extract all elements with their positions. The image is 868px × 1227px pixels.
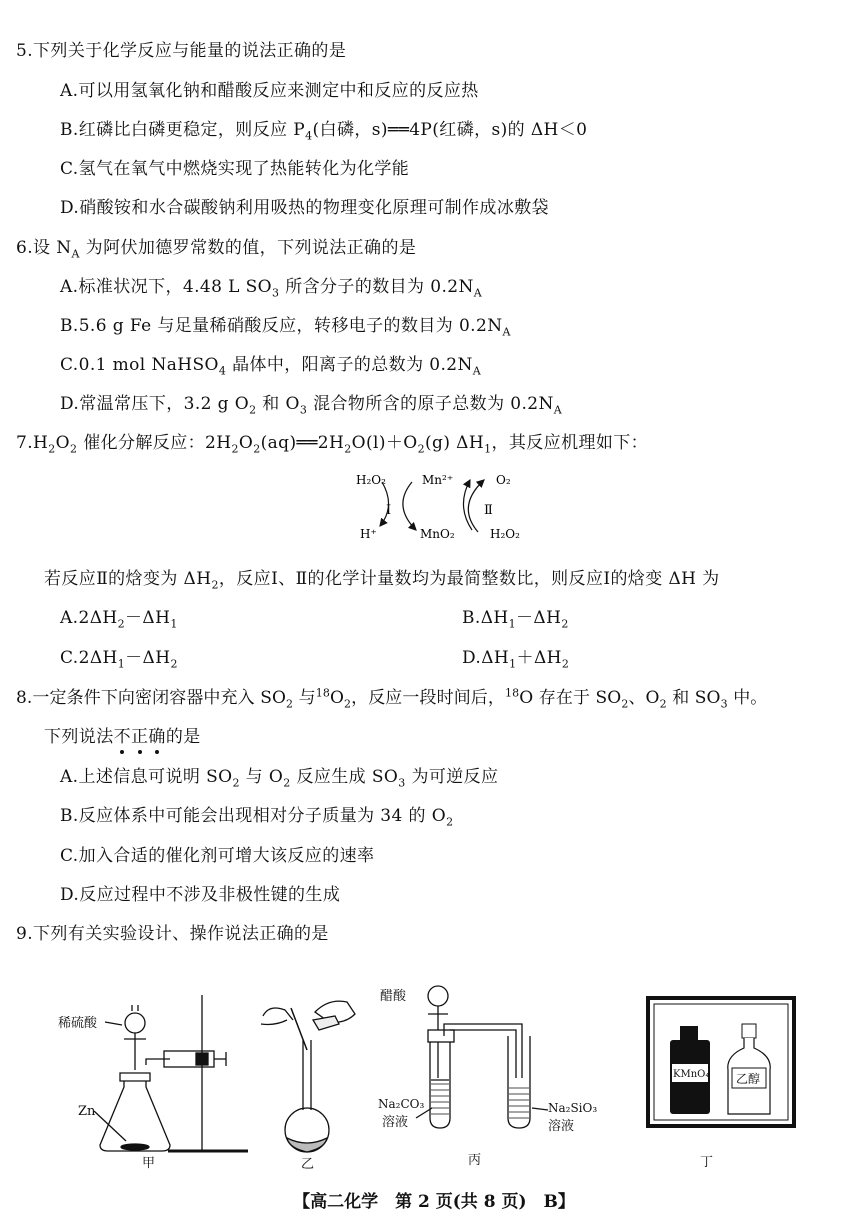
q8-a-t3: 反应生成 SO [290,767,399,787]
emphasis-char: 正 [131,722,148,747]
q8-t3: O [329,688,344,708]
q6-a-t1: A.标准状况下，4.48 L SO [60,277,273,297]
ding-cabinet [648,998,794,1126]
emphasis-char: 不 [114,722,131,747]
q7-b-s1: 1 [508,617,517,631]
kmno4-bottle-cap [680,1026,698,1040]
mech-o2: O₂ [496,473,511,487]
q7-s6: 2 [417,442,425,456]
q8-s1: 2 [286,697,294,711]
bing-acid-label: 醋酸 [380,989,407,1004]
q8-sup2: 18 [505,686,520,700]
q7-t2: O [55,433,70,453]
q7-cond-t2: ，反应Ⅰ、Ⅱ的化学计量数均为最简整数比，则反应Ⅰ的焓变 ΔH 为 [218,569,720,589]
q7-cond-t1: 若反应Ⅱ的焓变为 ΔH [44,569,212,589]
q8-a-t1: A.上述信息可说明 SO [60,767,233,787]
q5-b-text2: (白磷，s)══4P(红磷，s)的 ΔH＜0 [312,120,588,140]
test-tube-left-icon [430,1042,450,1128]
conical-flask-icon [100,1073,170,1151]
glass-rod [291,1008,307,1050]
q8-option-b [60,801,453,828]
q7-option-a [60,603,178,630]
q7-s2: 2 [70,442,78,456]
q6-option-c [60,350,481,377]
q6-b-t1: B.5.6 g Fe 与足量稀硝酸反应，转移电子的数目为 0.2N [60,316,503,336]
q7-d-s1: 1 [509,657,517,671]
q6-c-t2: 晶体中，阳离子的总数为 0.2N [226,355,473,375]
q8-s3: 2 [621,697,629,711]
q7-s3: 2 [231,442,239,456]
bing-stopper-left [428,1030,454,1042]
q8-sup1: 18 [315,686,330,700]
q7-condition [44,564,720,591]
mech-mno2: MnO₂ [420,527,455,541]
bing-right-label-2: 溶液 [548,1119,575,1134]
hand-left-lower [261,1020,287,1025]
q8-s4: 2 [659,697,667,711]
q8-t8: 中。 [727,688,768,708]
q8-stem-line2 [44,722,201,747]
figure-bing [372,968,622,1170]
q9-stem: 9.下列有关实验设计、操作说法正确的是 [16,924,329,944]
q7-a-s1: 2 [117,617,126,631]
test-tube-right-icon [508,1036,530,1128]
q6-d-t1: D.常温常压下，3.2 g O [60,394,250,414]
flask-liquid [287,1138,327,1152]
q7-a-t1: A.2ΔH [60,608,118,628]
q8-t2: 与 [293,688,316,708]
mech-label-1: Ⅰ [386,503,392,518]
q6-d-t3: 混合物所含的原子总数为 0.2N [307,394,554,414]
beaker-tilted-icon [313,1016,339,1030]
emphasis-char: 确 [148,722,165,747]
bing-caption: 丙 [468,1153,482,1168]
q7-s7: 1 [484,442,492,456]
q8-option-d: D.反应过程中不涉及非极性键的生成 [60,885,341,905]
q8-a-s2: 2 [283,776,291,790]
q7-s5: 2 [344,442,352,456]
q8-emphasis-dotted [114,727,166,747]
q8-t5: O 存在于 SO [519,688,622,708]
ethanol-bottle-cap [742,1024,756,1038]
page-footer: 【高二化学 第 2 页(共 8 页) B】 [293,1192,575,1212]
q8-t1: 8.一定条件下向密闭容器中充入 SO [16,688,287,708]
q7-option-c [60,643,178,670]
q7-t8: ，其反应机理如下： [491,433,649,453]
q7-c-t2: －ΔH [125,648,171,668]
q6-d-s3: A [553,403,563,417]
q7-t1: 7.H [16,433,49,453]
q7-t4: O [238,433,254,453]
q8-b-t1: B.反应体系中可能会出现相对分子质量为 34 的 O [60,806,447,826]
q6-stem [16,233,416,260]
q5-option-d: D.硝酸铵和水合碳酸钠利用吸热的物理变化原理可制作成冰敷袋 [60,198,550,218]
q7-b-t2: －ΔH [516,608,562,628]
q7-c-s1: 1 [117,657,126,671]
q8-emphasis-text [114,727,166,747]
hand-left-icon [263,1008,293,1020]
q7-s1: 2 [48,442,56,456]
q5-b-text1: B.红磷比白磷更稳定，则反应 P [60,120,306,140]
q8-option-c: C.加入合适的催化剂可增大该反应的速率 [60,846,375,866]
q5-b-sub: 4 [305,129,313,143]
flask-stopper [120,1073,150,1081]
q6-a-s2: A [473,286,483,300]
bing-left-label-1: Na₂CO₃ [378,1097,425,1111]
figure-ding [640,990,810,1170]
q7-option-d [462,643,569,670]
q8-l2-a: 下列说法 [44,727,114,747]
q7-cond-s1: 2 [211,578,219,592]
right-liquid-hatch [509,1088,529,1118]
mech-label-2: Ⅱ [484,503,493,518]
q7-t3: 催化分解反应：2H [77,433,232,453]
ethanol-label: 乙醇 [736,1072,761,1086]
mech-h2o2-right: H₂O₂ [490,527,520,541]
q7-mechanism-diagram [350,468,540,548]
q7-d-t2: ＋ΔH [516,648,562,668]
bing-delivery-tube [444,1024,522,1078]
q6-a-t2: 所含分子的数目为 0.2N [279,277,474,297]
q6-a-s1: 3 [272,286,280,300]
q6-d-s2: 3 [299,403,308,417]
q8-stem [16,683,767,710]
q7-d-t1: D.ΔH [462,648,510,668]
figure-yi [255,990,365,1170]
q7-t7: (g) ΔH [425,433,485,453]
q6-stem-sub: A [71,247,80,261]
q7-t5: (aq)══2H [260,433,345,453]
yi-caption: 乙 [301,1157,315,1170]
q5-option-b [60,115,587,142]
q6-c-s1: 4 [218,364,227,378]
left-liquid-hatch [431,1084,449,1114]
q5-option-c: C.氢气在氧气中燃烧实现了热能转化为化学能 [60,159,410,179]
q6-option-d [60,389,562,416]
figure-jia [50,975,250,1170]
stand-clamp [196,1053,208,1065]
q6-option-b [60,311,511,338]
q6-d-s1: 2 [249,403,257,417]
bing-left-label-2: 溶液 [382,1115,409,1130]
q6-stem-t1: 6.设 N [16,238,72,258]
bing-funnel-icon [428,986,448,1006]
q7-a-t2: －ΔH [125,608,171,628]
bing-right-label-1: Na₂SiO₃ [548,1101,598,1115]
delivery-tube [146,1059,170,1065]
q7-b-t1: B.ΔH [462,608,509,628]
kmno4-label: KMnO₄ [673,1069,710,1080]
q7-b-s2: 2 [561,617,569,631]
q8-t7: 和 SO [666,688,721,708]
q7-c-s2: 2 [170,657,178,671]
q8-a-s3: 3 [398,776,406,790]
q8-l2-b: 的是 [165,727,201,747]
q8-s5: 3 [720,697,728,711]
q8-a-t4: 为可逆反应 [405,767,499,787]
q6-option-a [60,272,482,299]
q6-c-s2: A [472,364,482,378]
jia-acid-label: 稀硫酸 [58,1016,98,1031]
q8-s2: 2 [343,697,352,711]
q8-t6: 、O [628,688,660,708]
q7-t6: O(l)＋O [351,433,418,453]
q6-b-s1: A [502,325,511,339]
jia-acid-pointer [105,1022,122,1025]
q7-c-t1: C.2ΔH [60,648,118,668]
ding-caption: 丁 [700,1155,714,1170]
q7-stem [16,428,648,455]
jia-caption: 甲 [142,1156,156,1170]
q7-option-b [462,603,569,630]
mech-hplus: H⁺ [360,527,377,541]
q6-d-t2: 和 O [256,394,300,414]
q8-t4: ，反应一段时间后， [351,688,505,708]
mech-h2o2-left: H₂O₂ [356,473,386,487]
q8-option-a [60,762,498,789]
mech-arrow-mno2-to-o2 [468,480,484,532]
mech-arrow-mn-to-mno2 [403,482,416,530]
q6-stem-t2: 为阿伏加德罗常数的值，下列说法正确的是 [79,238,417,258]
zinc-granules [121,1144,149,1150]
bing-delivery-tube-inner [450,1030,516,1078]
q7-s4: 2 [253,442,261,456]
mech-mn2: Mn²⁺ [422,473,454,487]
q5-option-a: A.可以用氢氧化钠和醋酸反应来测定中和反应的反应热 [60,81,479,101]
q8-a-t2: 与 O [239,767,284,787]
mech-arrow-right-curve [463,480,472,530]
q8-a-s1: 2 [232,776,240,790]
q7-a-s2: 1 [170,617,178,631]
q8-b-s1: 2 [446,815,454,829]
separatory-funnel-icon [125,1013,145,1033]
jia-zn-label: Zn [78,1104,96,1119]
q6-c-t1: C.0.1 mol NaHSO [60,355,219,375]
q5-stem: 5.下列关于化学反应与能量的说法正确的是 [16,41,347,61]
jia-zn-pointer [94,1111,126,1141]
q7-d-s2: 2 [561,657,570,671]
bing-right-pointer [532,1108,548,1110]
